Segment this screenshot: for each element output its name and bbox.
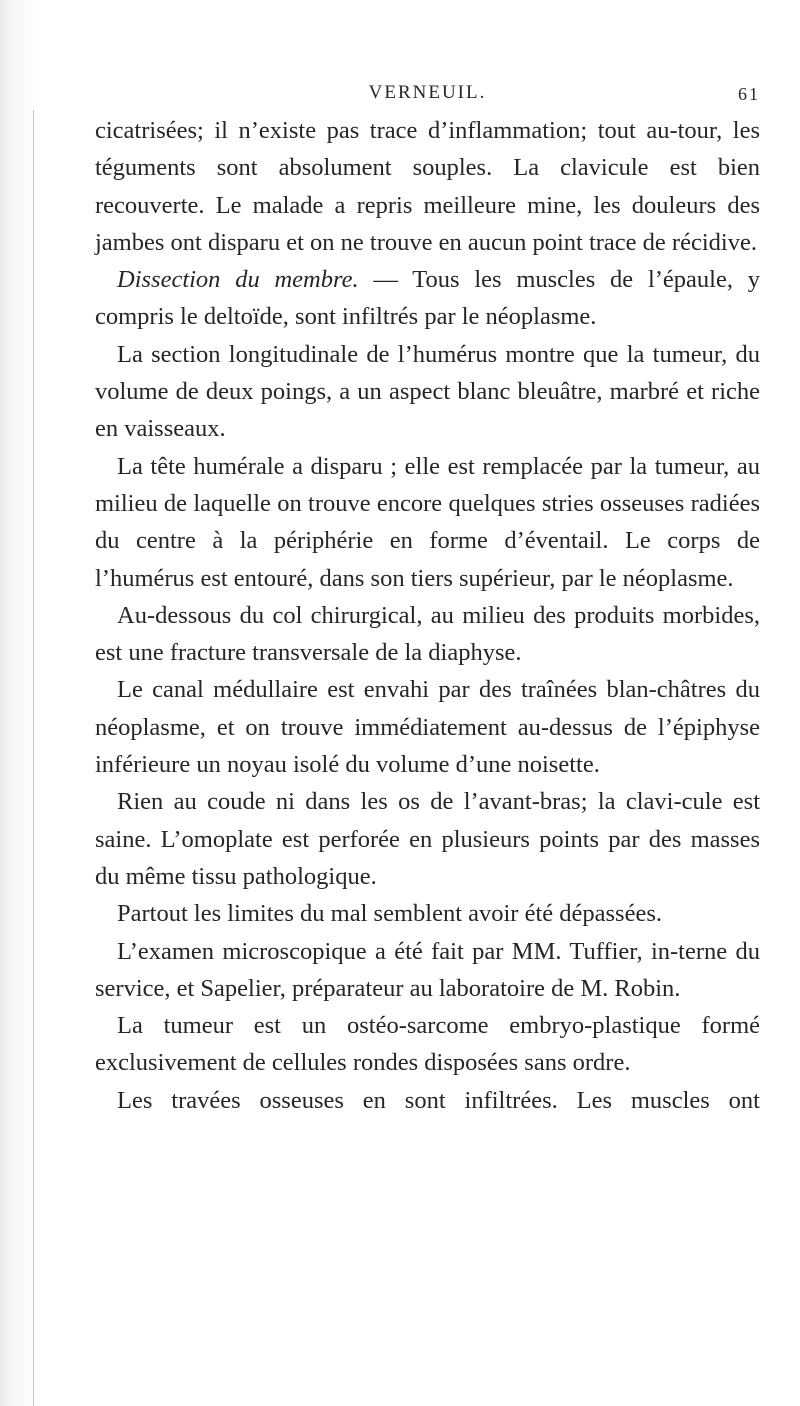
book-page <box>95 78 760 1119</box>
body-text <box>95 112 760 1119</box>
running-title: VERNEUIL. <box>368 82 487 103</box>
paragraph: Le canal médullaire est envahi par des traînées blan-châtres du néoplasme, et on trouve immédiatement au-dessus de l’épiphyse inférieure un noyau isolé du volume d’une noisette. <box>95 676 760 779</box>
running-head <box>95 78 760 112</box>
page-spine-shadow <box>0 0 40 1406</box>
paragraph: La tumeur est un ostéo-sarcome embryo-plastique formé exclusivement de cellules rondes disposées sans ordre. <box>95 1012 760 1077</box>
paragraph: La tête humérale a disparu ; elle est remplacée par la tumeur, au milieu de laquelle on trouve encore quelques stries osseuses radiées du centre à la périphérie en forme d’éventail. Le corps de l’humérus est entouré, dans son tiers supérieur, par le néoplasme. <box>95 452 760 592</box>
paragraph-continued: Les travées osseuses en sont infiltrées. Les muscles ont <box>117 1086 760 1114</box>
section-heading: Dissection du membre. <box>117 266 359 294</box>
paragraph: L’examen microscopique a été fait par MM. Tuffier, in-terne du service, et Sapelier, préparateur au laboratoire de M. Robin. <box>95 937 760 1002</box>
paragraph: cicatrisées; il n’existe pas trace d’inflammation; tout au-tour, les téguments sont absolument souples. La clavicule est bien recouverte. Le malade a repris meilleure mine, les douleurs des jambes ont disparu et on ne trouve en aucun point trace de récidive. <box>95 117 760 256</box>
paragraph: Rien au coude ni dans les os de l’avant-bras; la clavi-cule est saine. L’omoplate est perforée en plusieurs points par des masses du même tissu pathologique. <box>95 788 760 890</box>
page-fold-line <box>33 110 34 1406</box>
page-number: 61 <box>738 84 760 104</box>
paragraph: Dissection du membre. — Tous les muscles de l’épaule, y compris le deltoïde, sont infiltrés par le néoplasme. <box>95 266 760 331</box>
paragraph: Partout les limites du mal semblent avoir été dépassées. <box>117 900 662 928</box>
paragraph: Au-dessous du col chirurgical, au milieu des produits morbides, est une fracture transversale de la diaphyse. <box>95 601 760 667</box>
paragraph: La section longitudinale de l’humérus montre que la tumeur, du volume de deux poings, a un aspect blanc bleuâtre, marbré et riche en vaisseaux. <box>95 340 760 443</box>
